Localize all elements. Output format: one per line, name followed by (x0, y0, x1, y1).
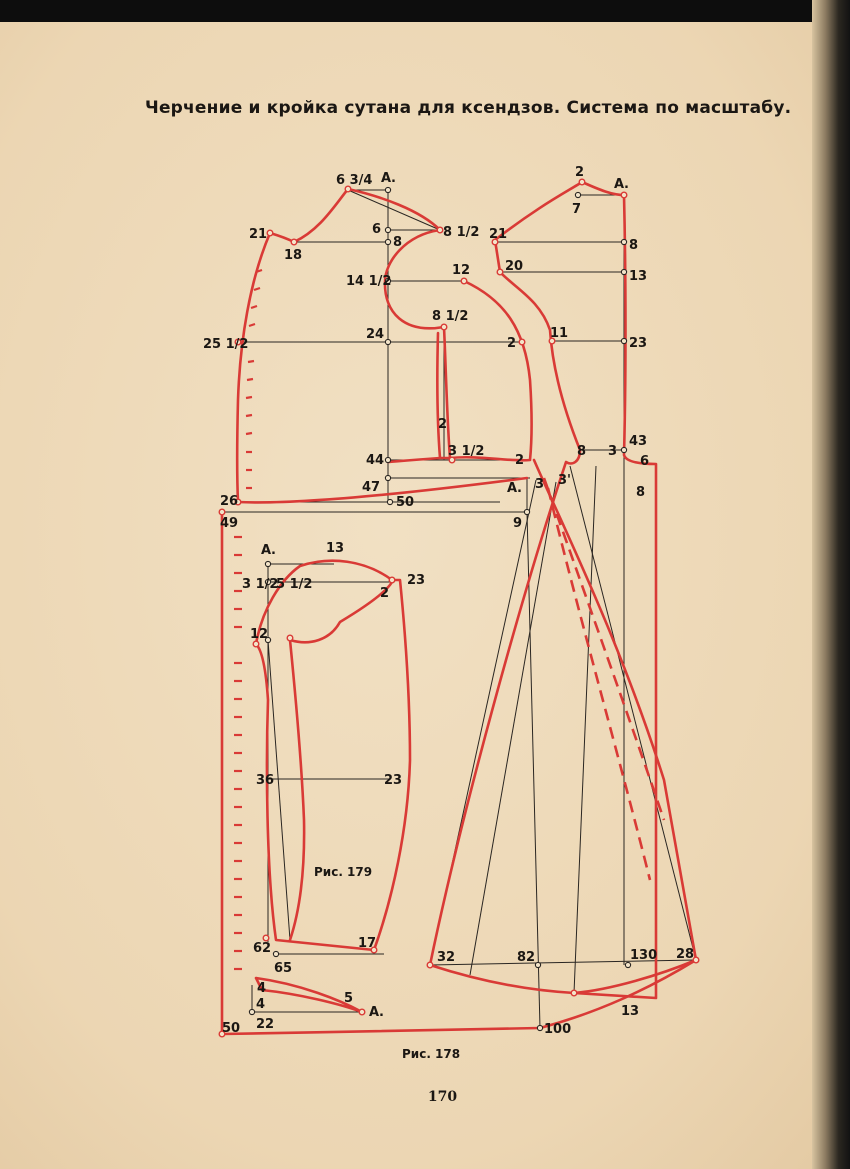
label-back-top: 6 3/4 (336, 173, 373, 188)
label-front-8b: 8 (577, 444, 587, 459)
page-title: Черчение и кройка сутана для ксендзов. Система по масштабу. (145, 98, 792, 118)
label-back-24: 24 (366, 327, 385, 342)
label-skirt-130: 130 (630, 948, 658, 963)
label-back-6: 6 (372, 222, 382, 237)
sleeve-outline (256, 561, 410, 950)
label-skirt-49: 49 (220, 516, 239, 531)
label-sleeve-62: 62 (253, 941, 272, 956)
label-skirt-82: 82 (517, 950, 536, 965)
label-sleeve-36: 36 (256, 773, 275, 788)
label-front-2: 2 (575, 165, 585, 180)
label-sleeve-3half: 3 1/2 (242, 577, 279, 592)
label-skirt-100: 100 (544, 1022, 572, 1037)
back-piece-outline (237, 189, 531, 502)
label-sleeve-17: 17 (358, 936, 377, 951)
label-back-A2: А. (507, 481, 522, 496)
label-skirt-13: 13 (621, 1004, 640, 1019)
label-skirt-3prime: 3' (558, 473, 572, 488)
label-back-2: 2 (507, 336, 517, 351)
frame-ruler-ticks (234, 537, 242, 969)
label-skirt-50: 50 (222, 1021, 241, 1036)
label-back-2b: 2 (515, 453, 525, 468)
label-back-44: 44 (366, 453, 385, 468)
label-cuff-22: 22 (256, 1017, 275, 1032)
label-front-11: 11 (550, 326, 569, 341)
label-sleeve-23: 23 (407, 573, 426, 588)
label-dart-8half: 8 1/2 (432, 309, 469, 324)
figure-caption-sleeve: Рис. 179 (314, 865, 373, 879)
label-cuff-5: 5 (344, 991, 354, 1006)
label-cuff-A: А. (369, 1005, 384, 1020)
label-sleeve-13: 13 (326, 541, 345, 556)
label-front-8: 8 (629, 238, 639, 253)
label-dart-3half: 3 1/2 (448, 444, 485, 459)
label-sleeve-5half: 5 1/2 (276, 577, 313, 592)
label-back-47: 47 (362, 480, 381, 495)
label-back-50: 50 (396, 495, 415, 510)
label-back-12: 12 (452, 263, 471, 278)
label-front-23: 23 (629, 336, 648, 351)
label-skirt-3: 3 (535, 477, 545, 492)
label-front-8c: 8 (636, 485, 646, 500)
label-sleeve-23b: 23 (384, 773, 403, 788)
sleeve-inner-seam (290, 640, 304, 940)
label-back-8: 8 (393, 235, 403, 250)
label-front-43: 43 (629, 434, 648, 449)
label-back-A: А. (381, 171, 396, 186)
label-back-14half: 14 1/2 (346, 274, 392, 289)
label-sleeve-12: 12 (250, 627, 269, 642)
front-piece-outline (430, 182, 656, 998)
label-back-26: 26 (220, 494, 239, 509)
front-fold-dashed (544, 478, 664, 820)
label-front-13: 13 (629, 269, 648, 284)
label-back-18: 18 (284, 248, 303, 263)
label-sleeve-2: 2 (380, 586, 390, 601)
label-sleeve-65: 65 (274, 961, 293, 976)
label-front-6: 6 (640, 454, 650, 469)
label-back-25half: 25 1/2 (203, 337, 249, 352)
label-front-A: А. (614, 177, 629, 192)
point-labels (203, 165, 694, 1037)
label-sleeve-A: А. (261, 543, 276, 558)
side-panel-outline (534, 460, 696, 993)
label-back-8half: 8 1/2 (443, 225, 480, 240)
label-dart-2: 2 (438, 417, 448, 432)
label-front-21: 21 (489, 227, 508, 242)
label-skirt-9: 9 (513, 516, 523, 531)
label-front-3: 3 (608, 444, 618, 459)
page-number: 170 (427, 1089, 458, 1105)
front-fold-dashed-2 (548, 488, 650, 880)
label-skirt-28: 28 (676, 947, 695, 962)
label-cuff-4: 4 (257, 981, 267, 996)
label-front-7: 7 (572, 202, 582, 217)
label-back-21: 21 (249, 227, 268, 242)
figure-caption-main: Рис. 178 (402, 1047, 461, 1061)
label-front-20: 20 (505, 259, 524, 274)
label-cuff-4b: 4 (256, 997, 266, 1012)
label-skirt-32: 32 (437, 950, 456, 965)
